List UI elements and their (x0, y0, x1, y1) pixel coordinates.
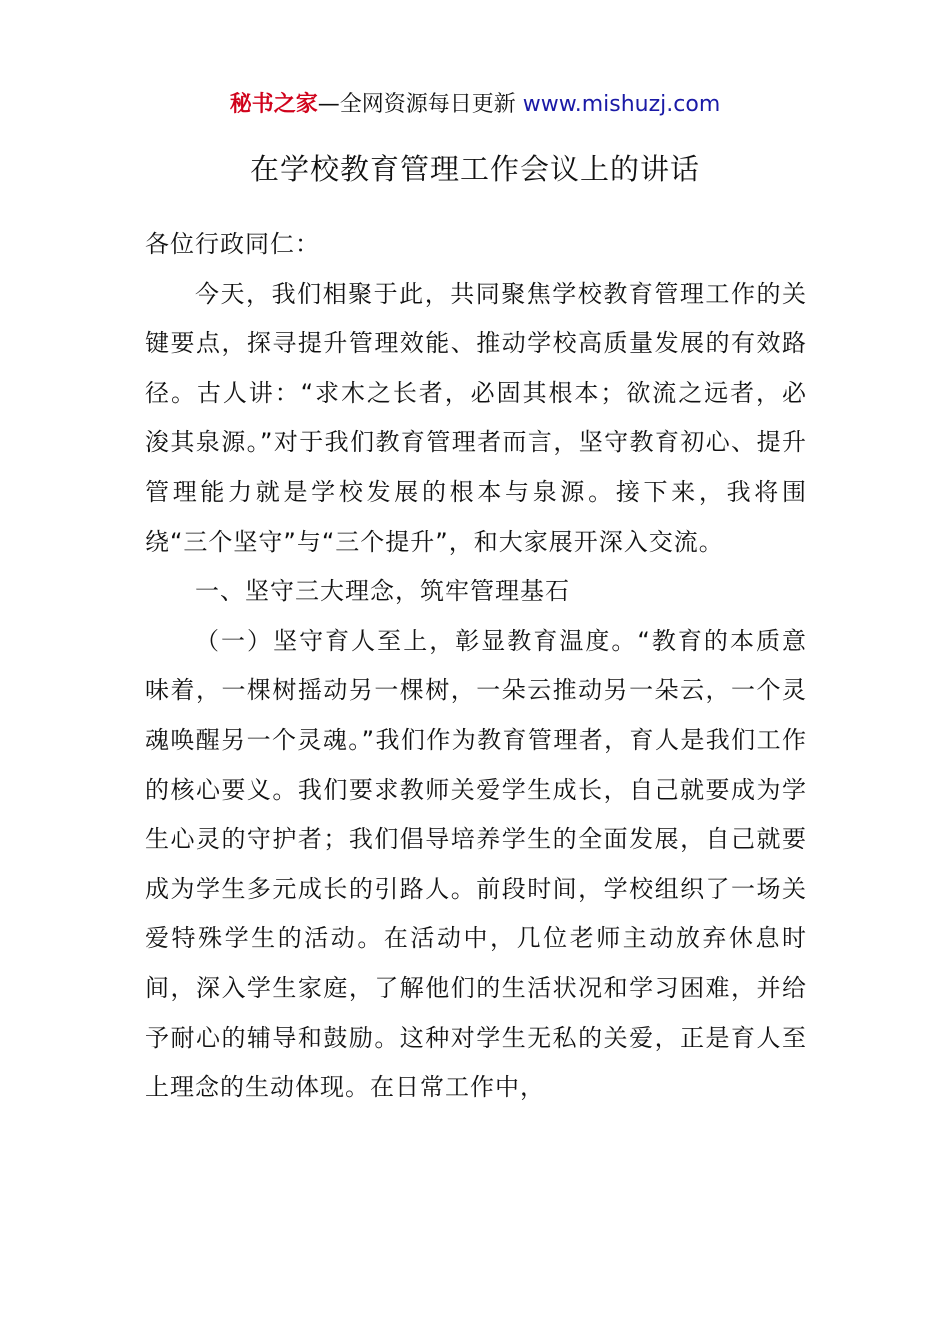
paragraph-section-1: （一）坚守育人至上，彰显教育温度。“教育的本质意味着，一棵树摇动另一棵树，一朵云推动另一朵云，一个灵魂唤醒另一个灵魂。”我们作为教育管理者，育人是我们工作的核心要义。我们要求教师关爱学生成长，自己就要成为学生心灵的守护者；我们倡导培养学生的全面发展，自己就要成为学生多元成长的引路人。前段时间，学校组织了一场关爱特殊学生的活动。在活动中，几位老师主动放弃休息时间，深入学生家庭，了解他们的生活状况和学习困难，并给予耐心的辅导和鼓励。这种对学生无私的关爱，正是育人至上理念的生动体现。在日常工作中， (145, 626, 807, 1102)
document-title: 在学校教育管理工作会议上的讲话 (249, 152, 700, 186)
paragraph-intro: 今天，我们相聚于此，共同聚焦学校教育管理工作的关键要点，探寻提升管理效能、推动学校高质量发展的有效路径。古人讲：“求木之长者，必固其根本；欲流之远者，必浚其泉源。”对于我们教育管理者而言，坚守教育初心、提升管理能力就是学校发展的根本与泉源。接下来，我将围绕“三个坚守”与“三个提升”，和大家展开深入交流。 (145, 279, 807, 556)
site-header (0, 88, 950, 122)
site-url[interactable]: www.mishuzj.com (522, 92, 721, 117)
header-tagline: —全网资源每日更新 (317, 92, 516, 117)
brand-name: 秘书之家 (229, 92, 318, 117)
section-heading: 一、坚守三大理念，筑牢管理基石 (195, 577, 570, 606)
salutation: 各位行政同仁： (145, 230, 320, 258)
document-body (145, 220, 807, 1113)
